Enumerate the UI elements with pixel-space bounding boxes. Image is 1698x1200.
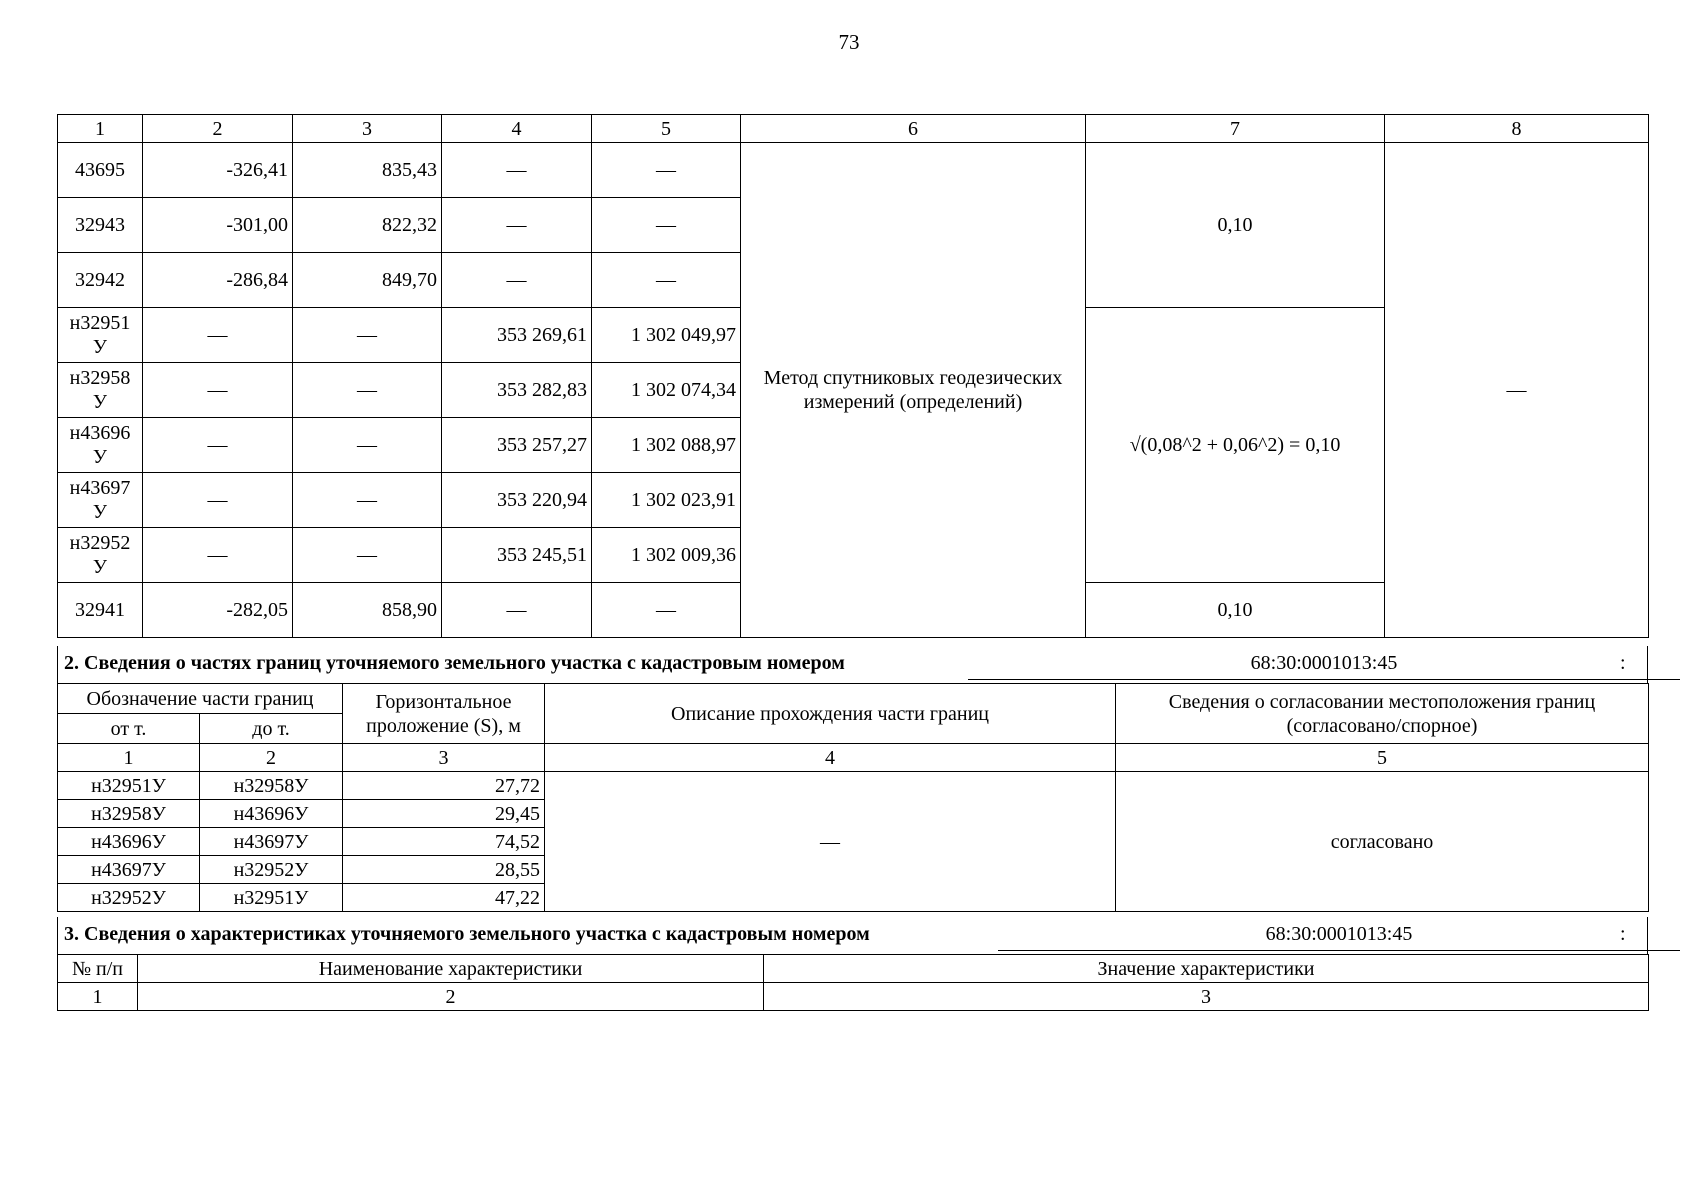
table-header-row [58, 684, 1649, 714]
col-number: 4 [545, 744, 1116, 772]
name-header: Наименование характеристики [138, 955, 764, 983]
horizontal-distance: 47,22 [343, 884, 545, 912]
col-number: 2 [138, 983, 764, 1011]
to-header: до т. [200, 714, 343, 744]
coord-x: — [143, 308, 293, 363]
boundary-parts-table [57, 683, 1649, 912]
coord-y2: 1 302 023,91 [592, 473, 741, 528]
page-number: 73 [838, 30, 860, 54]
horizontal-distance: 27,72 [343, 772, 545, 800]
coord-x: -282,05 [143, 583, 293, 638]
table-row [58, 143, 1649, 198]
agreement-value: согласовано [1116, 772, 1649, 912]
coord-y2: — [592, 583, 741, 638]
agreement-header: Сведения о согласовании местоположения границ (согласовано/спорное) [1116, 684, 1649, 744]
col-number: 6 [741, 115, 1086, 143]
section2-title-row [57, 646, 1648, 683]
point-id: н32951 У [58, 308, 143, 363]
coordinates-table [57, 114, 1649, 638]
horizontal-distance: 28,55 [343, 856, 545, 884]
col-number: 5 [1116, 744, 1649, 772]
table-header-row [58, 115, 1649, 143]
coord-x2: 353 245,51 [442, 528, 592, 583]
table-header-row [58, 955, 1649, 983]
coord-y: — [293, 473, 442, 528]
from-point: н43697У [58, 856, 200, 884]
description-header: Описание прохождения части границ [545, 684, 1116, 744]
to-point: н43697У [200, 828, 343, 856]
col-number: 3 [764, 983, 1649, 1011]
section3-colon: : [1620, 923, 1626, 945]
horizontal-distance: 29,45 [343, 800, 545, 828]
coord-x: -301,00 [143, 198, 293, 253]
coord-y: 822,32 [293, 198, 442, 253]
coord-x: — [143, 418, 293, 473]
number-header: № п/п [58, 955, 138, 983]
col-number: 3 [293, 115, 442, 143]
coord-x2: 353 257,27 [442, 418, 592, 473]
col-number: 8 [1385, 115, 1649, 143]
section3-cadastral-number: 68:30:0001013:45 [1265, 923, 1413, 945]
column-numbers-row [58, 983, 1649, 1011]
col-number: 2 [143, 115, 293, 143]
accuracy-top: 0,10 [1086, 143, 1385, 308]
point-id: н32958 У [58, 363, 143, 418]
point-id: 43695 [58, 143, 143, 198]
col-number: 1 [58, 744, 200, 772]
section2-underline [968, 679, 1680, 680]
table-row [58, 772, 1649, 800]
col-number: 1 [58, 983, 138, 1011]
from-point: н32952У [58, 884, 200, 912]
col-number: 3 [343, 744, 545, 772]
from-point: н43696У [58, 828, 200, 856]
from-point: н32958У [58, 800, 200, 828]
designation-header: Обозначение части границ [58, 684, 343, 714]
to-point: н32958У [200, 772, 343, 800]
coord-y2: — [592, 253, 741, 308]
coord-x2: 353 282,83 [442, 363, 592, 418]
col-number: 2 [200, 744, 343, 772]
coord-y2: 1 302 009,36 [592, 528, 741, 583]
point-id: н32952 У [58, 528, 143, 583]
coord-y2: 1 302 049,97 [592, 308, 741, 363]
coord-y: 858,90 [293, 583, 442, 638]
section2-title: 2. Сведения о частях границ уточняемого земельного участка с кадастровым номером [64, 652, 845, 674]
from-header: от т. [58, 714, 200, 744]
point-id: н43697 У [58, 473, 143, 528]
method-cell: Метод спутниковых геодезических измерений (определений) [741, 143, 1086, 638]
to-point: н32952У [200, 856, 343, 884]
to-point: н32951У [200, 884, 343, 912]
from-point: н32951У [58, 772, 200, 800]
coord-y: — [293, 528, 442, 583]
section2-colon: : [1620, 652, 1626, 674]
section2-cadastral-number: 68:30:0001013:45 [1250, 652, 1398, 674]
coord-y2: — [592, 198, 741, 253]
coord-x2: — [442, 198, 592, 253]
coord-x2: — [442, 143, 592, 198]
col-number: 5 [592, 115, 741, 143]
coord-y2: 1 302 074,34 [592, 363, 741, 418]
coord-y: 835,43 [293, 143, 442, 198]
coord-x: -286,84 [143, 253, 293, 308]
point-id: н43696 У [58, 418, 143, 473]
to-point: н43696У [200, 800, 343, 828]
coord-y2: — [592, 143, 741, 198]
coord-x: -326,41 [143, 143, 293, 198]
coord-y: — [293, 418, 442, 473]
coord-y2: 1 302 088,97 [592, 418, 741, 473]
point-id: 32941 [58, 583, 143, 638]
point-id: 32943 [58, 198, 143, 253]
coord-y: 849,70 [293, 253, 442, 308]
horizontal-distance: 74,52 [343, 828, 545, 856]
value-header: Значение характеристики [764, 955, 1649, 983]
col-number: 1 [58, 115, 143, 143]
coord-x: — [143, 363, 293, 418]
col-number: 7 [1086, 115, 1385, 143]
col-number: 4 [442, 115, 592, 143]
coord-x: — [143, 528, 293, 583]
point-id: 32942 [58, 253, 143, 308]
accuracy-mid: √(0,08^2 + 0,06^2) = 0,10 [1086, 308, 1385, 583]
horizontal-header: Горизонтальное проложение (S), м [343, 684, 545, 744]
coord-y: — [293, 363, 442, 418]
column-numbers-row [58, 744, 1649, 772]
coord-x2: 353 220,94 [442, 473, 592, 528]
section3-underline [998, 950, 1680, 951]
coord-y: — [293, 308, 442, 363]
characteristics-table [57, 954, 1649, 1011]
section3-title: 3. Сведения о характеристиках уточняемого земельного участка с кадастровым номером [64, 923, 870, 945]
section3-title-row [57, 917, 1648, 954]
coord-x2: 353 269,61 [442, 308, 592, 363]
col8-cell: — [1385, 143, 1649, 638]
description-value: — [545, 772, 1116, 912]
accuracy-bottom: 0,10 [1086, 583, 1385, 638]
coord-x2: — [442, 253, 592, 308]
coord-x2: — [442, 583, 592, 638]
coord-x: — [143, 473, 293, 528]
